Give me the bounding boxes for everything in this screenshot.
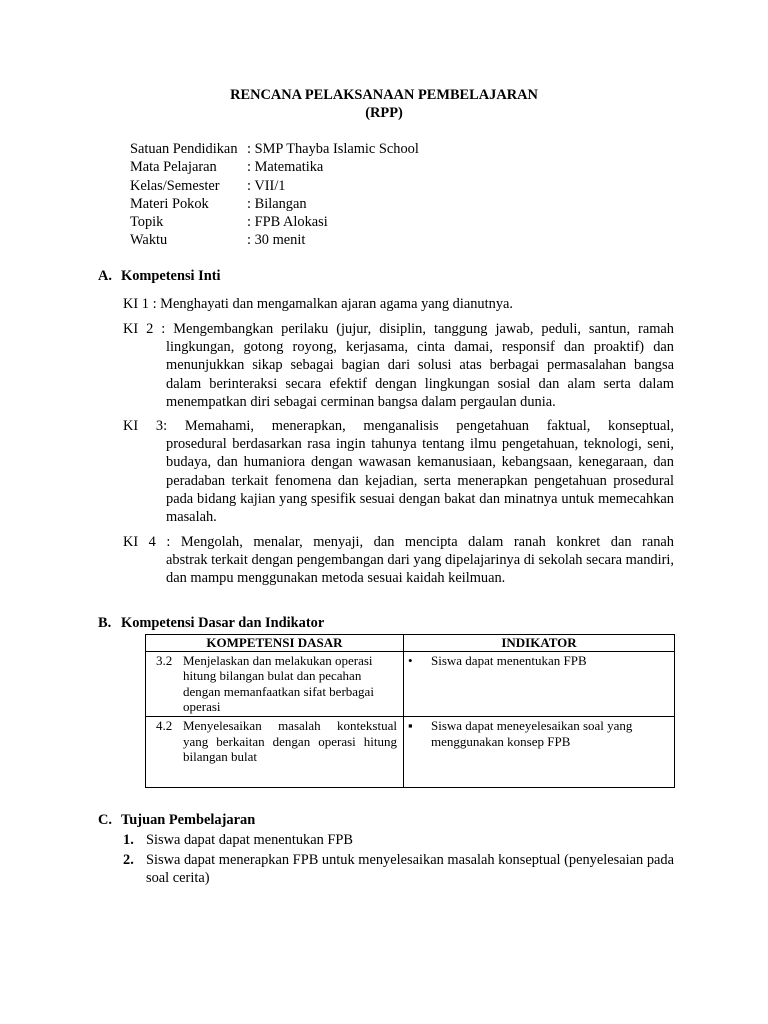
table-header-row [146, 635, 675, 652]
identity-row [130, 213, 419, 231]
identity-row [130, 231, 419, 249]
identity-label: Satuan Pendidikan [130, 141, 238, 157]
identity-value: : FPB Alokasi [247, 214, 328, 231]
identity-value: : SMP Thayba Islamic School [247, 141, 419, 157]
ki-first-line: KI 4 : Mengolah, menalar, menyaji, dan mencipta dalam ranah konkret dan ranah [123, 534, 674, 550]
section-b-title: Kompetensi Dasar dan Indikator [121, 615, 325, 631]
ki-continuation: abstrak terkait dengan pengembangan dari yang dipelajarinya di sekolah secara mandiri, dan mampu menggunakan metoda sesuai kaidah keilmuan. [166, 552, 674, 587]
identity-label: Mata Pelajaran [130, 159, 217, 176]
identity-label: Kelas/Semester [130, 177, 220, 194]
identity-value: : Matematika [247, 159, 324, 176]
ki-continuation: prosedural berdasarkan rasa ingin tahunya tentang ilmu pengetahuan, teknologi, seni, budaya, dan humaniora dengan wawasan kemanusiaan, kebangsaan, kenegaraan, dan peradaban terkait fenomena dan kejadian, serta menerapkan pengetahuan prosedural pada bidang kajian yang spesifik sesuai dengan bakat dan minatnya untuk memecahkan masalah. [166, 436, 674, 526]
objective-item-2 [123, 851, 674, 887]
objective-number: 1. [123, 832, 134, 848]
objective-item-1 [123, 831, 674, 849]
kd-cell [146, 716, 404, 787]
objective-number: 2. [123, 852, 134, 868]
section-a-letter: A. [98, 268, 112, 284]
document-title: RENCANA PELAKSANAAN PEMBELAJARAN [230, 87, 538, 103]
ki-item-2 [123, 320, 674, 411]
ki-item-4 [123, 533, 674, 588]
objective-text: Siswa dapat dapat menentukan FPB [146, 832, 354, 848]
table-row [146, 716, 675, 787]
section-b-letter: B. [98, 615, 112, 631]
kd-number: 4.2 [156, 717, 173, 733]
ki-item-3 [123, 417, 674, 526]
indicator-cell [404, 651, 675, 716]
identity-label: Materi Pokok [130, 195, 209, 212]
identity-label: Topik [130, 214, 164, 231]
identity-row [130, 140, 419, 158]
column-header-indikator: INDIKATOR [404, 635, 675, 652]
indicator-text: Siswa dapat meneyelesaikan soal yang menggunakan konsep FPB [431, 717, 633, 749]
identity-value: : 30 menit [247, 232, 306, 249]
kd-text: Menyelesaikan masalah kontekstual yang berkaitan dengan operasi hitung bilangan bulat [183, 717, 397, 765]
ki-continuation: lingkungan, gotong royong, kerjasama, cinta damai, responsif dan proaktif) dan menunjukkan sikap sebagai bagian dari solusi atas berbagai permasalahan bangsa dalam berinteraksi secara efektif dengan lingkungan sosial dan alam serta dalam menempatkan diri sebagai cerminan bangsa dalam pergaulan dunia. [166, 339, 674, 410]
ki-item-1 [123, 295, 674, 313]
section-c-heading [98, 811, 255, 829]
section-c-title: Tujuan Pembelajaran [121, 812, 256, 828]
bullet-icon: • [408, 652, 413, 668]
indicator-cell [404, 716, 675, 787]
identity-row [130, 195, 419, 213]
section-a-heading [98, 267, 221, 285]
ki-first-line: KI 2 : Mengembangkan perilaku (jujur, disiplin, tanggung jawab, peduli, santun, ramah [123, 321, 674, 337]
identity-row [130, 158, 419, 176]
bullet-icon: ▪ [408, 717, 413, 733]
section-c-letter: C. [98, 812, 112, 828]
kd-number: 3.2 [156, 652, 173, 668]
identity-value: : Bilangan [247, 195, 307, 212]
identity-block [130, 140, 419, 250]
kd-text: Menjelaskan dan melakukan operasi hitung bilangan bulat dan pecahan dengan memanfaatkan sifat berbagai operasi [183, 652, 374, 715]
column-header-kd: KOMPETENSI DASAR [146, 635, 404, 652]
identity-row [130, 177, 419, 195]
table-row [146, 651, 675, 716]
indicator-text: Siswa dapat menentukan FPB [431, 652, 587, 668]
document-subtitle: (RPP) [365, 105, 403, 121]
ki-first-line: KI 1 : Menghayati dan mengamalkan ajaran agama yang dianutnya. [123, 296, 514, 312]
section-b-heading [98, 614, 324, 632]
ki-first-line: KI 3: Memahami, menerapkan, menganalisis pengetahuan faktual, konseptual, [123, 418, 674, 434]
section-a-title: Kompetensi Inti [121, 268, 221, 284]
objective-text: Siswa dapat menerapkan FPB untuk menyelesaikan masalah konseptual (penyelesaian pada soal cerita) [146, 852, 674, 887]
identity-value: : VII/1 [247, 177, 286, 194]
kd-indicator-table [145, 634, 675, 788]
identity-label: Waktu [130, 232, 168, 249]
kd-cell [146, 651, 404, 716]
